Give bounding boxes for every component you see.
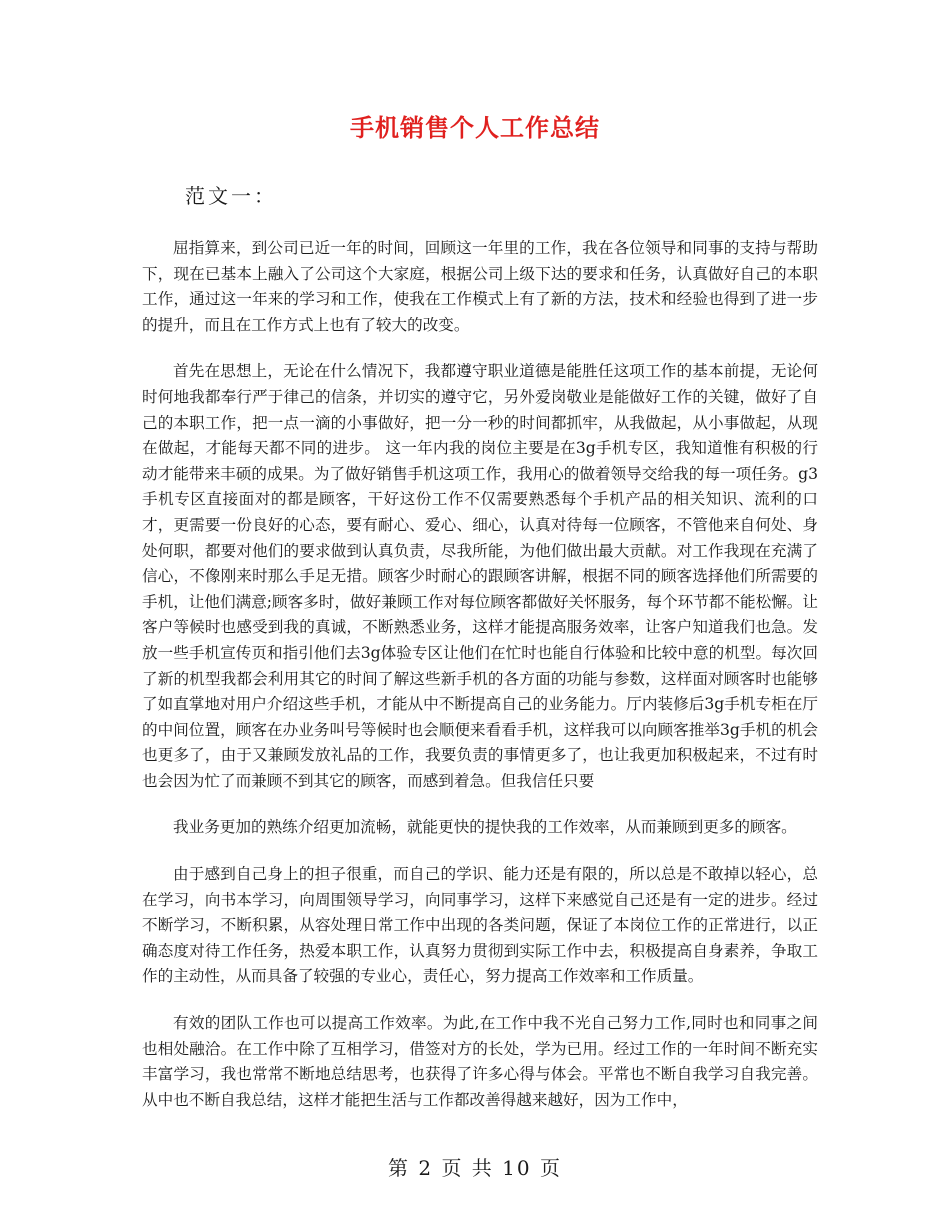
document-body bbox=[142, 236, 818, 1132]
page-number-footer: 第 2 页 共 10 页 bbox=[388, 1156, 562, 1180]
paragraph-5: 有效的团队工作也可以提高工作效率。为此,在工作中我不光自己努力工作,同时也和同事之间也相处融洽。在工作中除了互相学习，借签对方的长处，学为已用。经过工作的一年时间不断充实丰富学习，我也常常不断地总结思考，也获得了许多心得与体会。平常也不断自我学习自我完善。从中也不断自我总结，这样才能把生活与工作都改善得越来越好，因为工作中， bbox=[142, 1014, 818, 1109]
document-title: 手机销售个人工作总结 bbox=[350, 114, 600, 142]
paragraph-2: 首先在思想上，无论在什么情况下，我都遵守职业道德是能胜任这项工作的基本前提，无论何时何地我都奉行严于律己的信条，并切实的遵守它，另外爱岗敬业是能做好工作的关键，做好了自己的本职工作，把一点一滴的小事做好，把一分一秒的时间都抓牢，从我做起，从小事做起，从现在做起，才能每天都不同的进步。 这一年内我的岗位主要是在3g手机专区，我知道惟有积极的行动才能带来丰硕的成果。为了做好销售手机这项工作，我用心的做着领导交给我的每一项任务。g3手机专区直接面对的都是顾客，干好这份工作不仅需要熟悉每个手机产品的相关知识、流利的口才，更需要一份良好的心态，要有耐心、爱心、细心，认真对待每一位顾客，不管他来自何处、身处何职，都要对他们的要求做到认真负责，尽我所能，为他们做出最大贡献。对工作我现在充满了信心，不像刚来时那么手足无措。顾客少时耐心的跟顾客讲解，根据不同的顾客选择他们所需要的手机，让他们满意;顾客多时，做好兼顾工作对每位顾客都做好关怀服务，每个环节都不能松懈。让客户等候时也感受到我的真诚，不断熟悉业务，这样才能提高服务效率，让客户知道我们也急。发放一些手机宣传页和指引他们去3g体验专区让他们在忙时也能自行体验和比较中意的机型。每次回了新的机型我都会利用其它的时间了解这些新手机的各方面的功能与参数，这样面对顾客时也能够了如直掌地对用户介绍这些手机，才能从中不断提高自己的业务能力。厅内装修后3g手机专柜在厅的中间位置，顾客在办业务叫号等候时也会顺便来看看手机，这样我可以向顾客推举3g手机的机会也更多了，由于又兼顾发放礼品的工作，我要负责的事情更多了，也让我更加积极起来，不过有时也会因为忙了而兼顾不到其它的顾客，而感到着急。但我信任只要 bbox=[142, 362, 818, 790]
document-subtitle: 范文一： bbox=[185, 184, 277, 208]
paragraph-1: 屈指算来，到公司已近一年的时间，回顾这一年里的工作，我在各位领导和同事的支持与帮助下，现在已基本上融入了公司这个大家庭，根据公司上级下达的要求和任务，认真做好自己的本职工作，通过这一年来的学习和工作，使我在工作模式上有了新的方法，技术和经验也得到了进一步的提升，而且在工作方式上也有了较大的改变。 bbox=[142, 239, 818, 334]
paragraph-3: 我业务更加的熟练介绍更加流畅，就能更快的提快我的工作效率，从而兼顾到更多的顾客。 bbox=[173, 818, 797, 837]
paragraph-4: 由于感到自己身上的担子很重，而自己的学识、能力还是有限的，所以总是不敢掉以轻心，总在学习，向书本学习，向周围领导学习，向同事学习，这样下来感觉自己还是有一定的进步。经过不断学习，不断积累，从容处理日常工作中出现的各类问题，保证了本岗位工作的正常进行，以正确态度对待工作任务，热爱本职工作，认真努力贯彻到实际工作中去，积极提高自身素养，争取工作的主动性，从而具备了较强的专业心，责任心，努力提高工作效率和工作质量。 bbox=[142, 865, 818, 986]
